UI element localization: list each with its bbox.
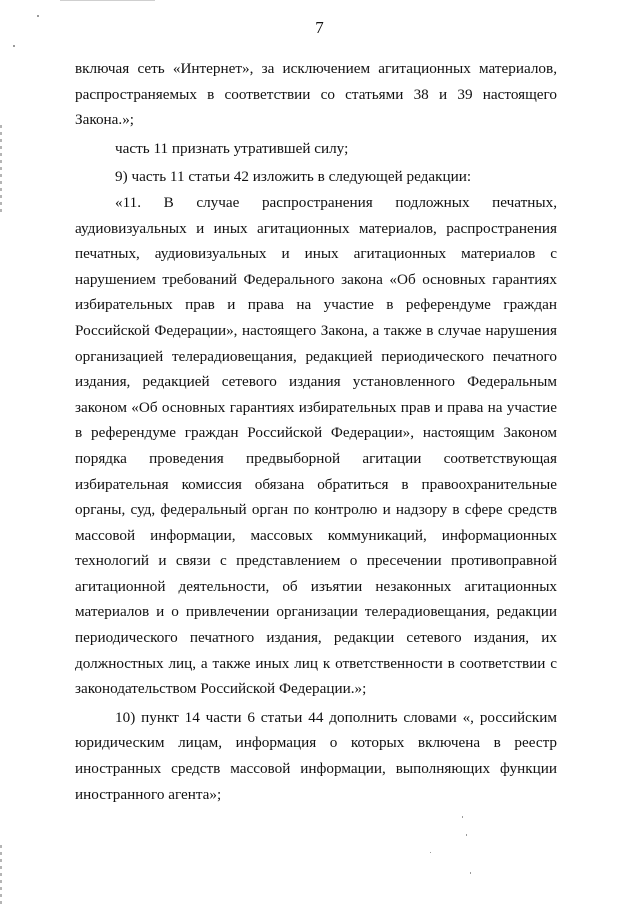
paragraph-item-9: 9) часть 11 статьи 42 изложить в следующей редакции: xyxy=(115,168,472,186)
scan-artifact-dot xyxy=(470,872,471,874)
scan-artifact-dot xyxy=(466,834,467,836)
paragraph-continuation: включая сеть «Интернет», за исключением агитационных материалов, распространяемых в соответствии со статьями 38 и 39 настоящего Закона.»; xyxy=(75,60,557,129)
scan-artifact-top xyxy=(60,0,155,1)
paragraph-item-10: 10) пункт 14 части 6 статьи 44 дополнить словами «, российским юридическим лицам, информация о которых включена в реестр иностранных средств массовой информации, выполняющих функции иностранного агента»; xyxy=(75,708,557,803)
page-number: 7 xyxy=(315,18,324,37)
scan-artifact-dot xyxy=(430,852,431,853)
document-body xyxy=(75,56,557,807)
scan-artifact-dot xyxy=(37,15,39,17)
scan-artifact-dot xyxy=(462,816,463,818)
paragraph-article-42-text: «11. В случае распространения подложных печатных, аудиовизуальных и иных агитационных материалов, распространения печатных, аудиовизуальных и иных агитационных материалов с нарушением требований Федерального закона «Об основных гарантиях избирательных прав и права на участие в референдуме граждан Российской Федерации», настоящего Закона, а также в случае нарушения организацией телерадиовещания, редакцией периодического печатного издания, редакцией сетевого издания установленного Федеральным законом «Об основных гарантиях избирательных прав и права на участие в референдуме граждан Российской Федерации», настоящим Законом порядка проведения предвыборной агитации соответствующая избирательная комиссия обязана обратиться в правоохранительные органы, суд, федеральный орган по контролю и надзору в сфере средств массовой информации, массовых коммуникаций, информационных технологий и связи с представлением о пресечении противоправной агитационной деятельности, об изъятии незаконных агитационных материалов и о привлечении организации телерадиовещания, редакции периодического печатного издания, редакции сетевого издания, их должностных лиц, а также иных лиц к ответственности в соответствии с законодательством Российской Федерации.»; xyxy=(75,193,557,698)
scan-artifact-edge xyxy=(0,845,2,905)
scan-artifact-dot xyxy=(13,45,15,47)
paragraph-part-11-repeal: часть 11 признать утратившей силу; xyxy=(115,139,349,157)
scan-artifact-edge xyxy=(0,125,2,215)
